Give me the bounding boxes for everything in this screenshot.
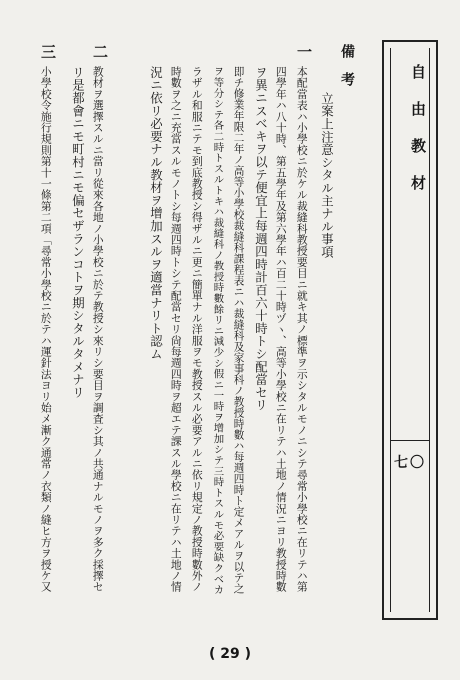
paragraph-1-line-5: ヲ等分シテ各二時トスルトキハ裁縫科ノ教授時數餘リニ減少シ假ニ一時ヲ增加シテ三時トスルモ必要缺クベカ [211,66,224,596]
paragraph-2-line-1: 教材ヲ選擇スルニ當リ從來各地ノ小學校ニ於テ教授シ來リシ要目ヲ調査シ其ノ共通ナルモノヲ多ク採擇セ [91,66,105,593]
paragraph-1-line-7: 時數ヲ之ニ充當スルモノトシ每週四時トシテ配當セリ尙每週四時ヲ超エテ課スル學校ニ在リテハ土地ノ情 [169,66,183,593]
side-title-box [382,40,438,620]
paragraph-1-line-3: ヲ異ニスベキヲ以テ便宜上每週四時計百六十時トシ配當セリ [253,66,269,412]
side-page-number: 七〇 [394,455,426,471]
paragraph-3-line-1: 小學校令施行規則第十一條第二項「尋常小學校ニ於テハ運針法ヨリ始メ漸ク通常ノ衣類ノ縫ヒ方ヲ授ケ又 [39,66,53,593]
paragraph-1-line-2: 四學年ハ八十時、第五學年及第六學年ハ百二十時ヅヽ、高等小學校ニ在リテハ土地ノ情況ニヨリ教授時數 [274,66,288,593]
footer-page-number: ( 29 ) [208,646,252,662]
section-subtitle: 立案上注意シタル主ナル事項 [319,92,335,259]
paragraph-1-line-4: 即チ修業年限二年ノ高等小學校裁縫科課程表ニハ裁縫科及家事科ノ教授時數ハ每週四時ト定メアルヲ以テ之 [232,66,245,594]
item-marker-two: 二 [91,44,109,60]
paragraph-2-line-2: リ是都會ニモ町村ニモ偏セザランコトヲ期シタルタメナリ [70,66,86,399]
paragraph-1-line-1: 本配當表ハ小學校ニ於ケル裁縫科教授要目ニ就キ其ノ標準ヲ示シタルモノニシテ尋常小學校ニ在リテハ第 [295,66,309,593]
side-title-box-inner [390,48,430,612]
paragraph-1-line-6: ラザル和服ニテモ到底教授シ得ザルニ更ニ簡單ナル洋服ヲモ教授スル必要アルニ依リ規定ノ教授時數外ノ [190,66,204,593]
side-divider [391,440,429,441]
item-marker-three: 三 [39,44,57,60]
section-heading: 備考 [339,44,355,100]
side-title: 自由教材 [409,64,427,212]
item-marker-one: 一 [295,44,313,60]
paragraph-1-line-8: 況ニ依リ必要ナル教材ヲ增加スルヲ適當ナリト認ム [148,66,164,361]
